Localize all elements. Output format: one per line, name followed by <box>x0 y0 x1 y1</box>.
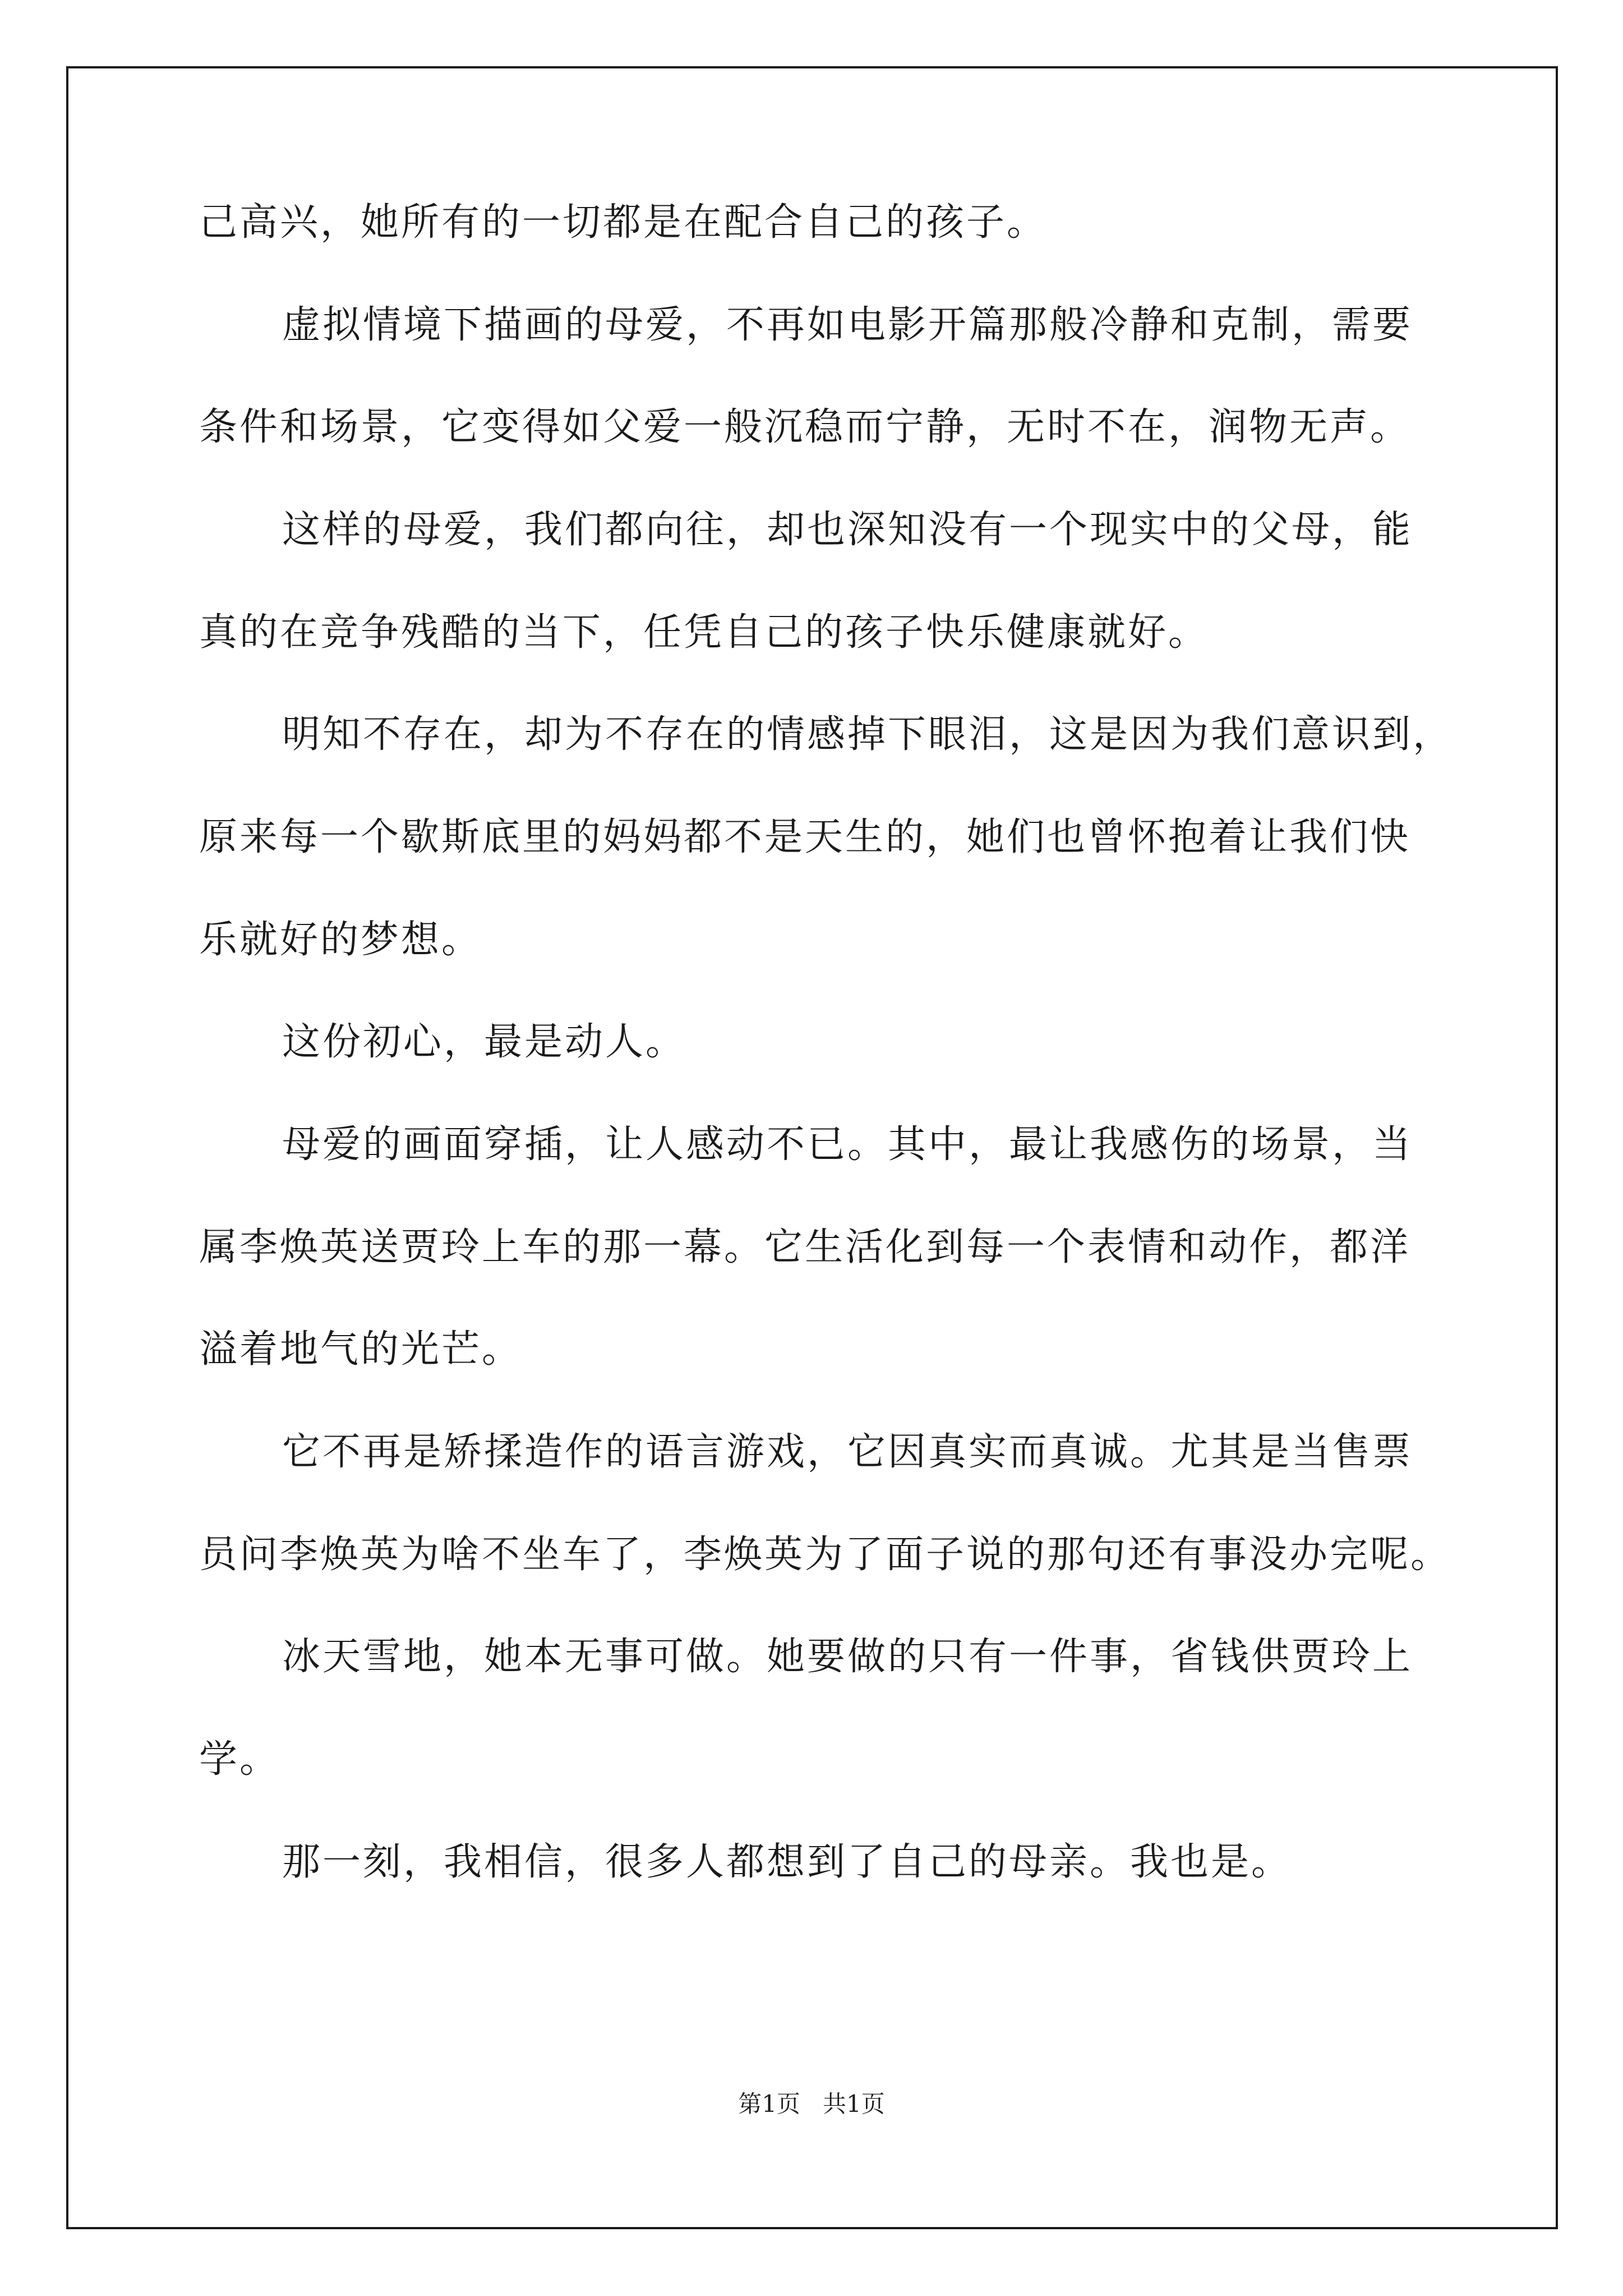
text-line: 属李焕英送贾玲上车的那一幕。它生活化到每一个表情和动作，都洋 <box>199 1225 1411 1269</box>
text-line: 冰天雪地，她本无事可做。她要做的只有一件事，省钱供贾玲上 <box>282 1635 1413 1679</box>
text-line: 那一刻，我相信，很多人都想到了自己的母亲。我也是。 <box>282 1840 1292 1884</box>
text-line: 虚拟情境下描画的母爱，不再如电影开篇那般冷静和克制，需要 <box>282 303 1413 347</box>
page-footer: 第1页 共1页 <box>738 2090 885 2118</box>
text-line: 条件和场景，它变得如父爱一般沉稳而宁静，无时不在，润物无声。 <box>199 405 1411 449</box>
text-line: 原来每一个歇斯底里的妈妈都不是天生的，她们也曾怀抱着让我们快 <box>199 815 1411 859</box>
text-line: 母爱的画面穿插，让人感动不已。其中，最让我感伤的场景，当 <box>282 1122 1413 1167</box>
text-line: 这份初心，最是动人。 <box>282 1020 686 1064</box>
text-line: 溢着地气的光芒。 <box>199 1327 523 1372</box>
text-line: 学。 <box>199 1737 280 1782</box>
text-line: 员问李焕英为啥不坐车了，李焕英为了面子说的那句还有事没办完呢。 <box>199 1533 1451 1577</box>
text-line: 真的在竞争残酷的当下，任凭自己的孩子快乐健康就好。 <box>199 610 1209 655</box>
text-line: 它不再是矫揉造作的语言游戏，它因真实而真诚。尤其是当售票 <box>282 1430 1413 1474</box>
text-line: 这样的母爱，我们都向往，却也深知没有一个现实中的父母，能 <box>282 508 1413 552</box>
text-line: 明知不存在，却为不存在的情感掉下眼泪，这是因为我们意识到， <box>282 712 1454 757</box>
text-line: 己高兴，她所有的一切都是在配合自己的孩子。 <box>199 200 1048 245</box>
text-line: 乐就好的梦想。 <box>199 918 482 962</box>
